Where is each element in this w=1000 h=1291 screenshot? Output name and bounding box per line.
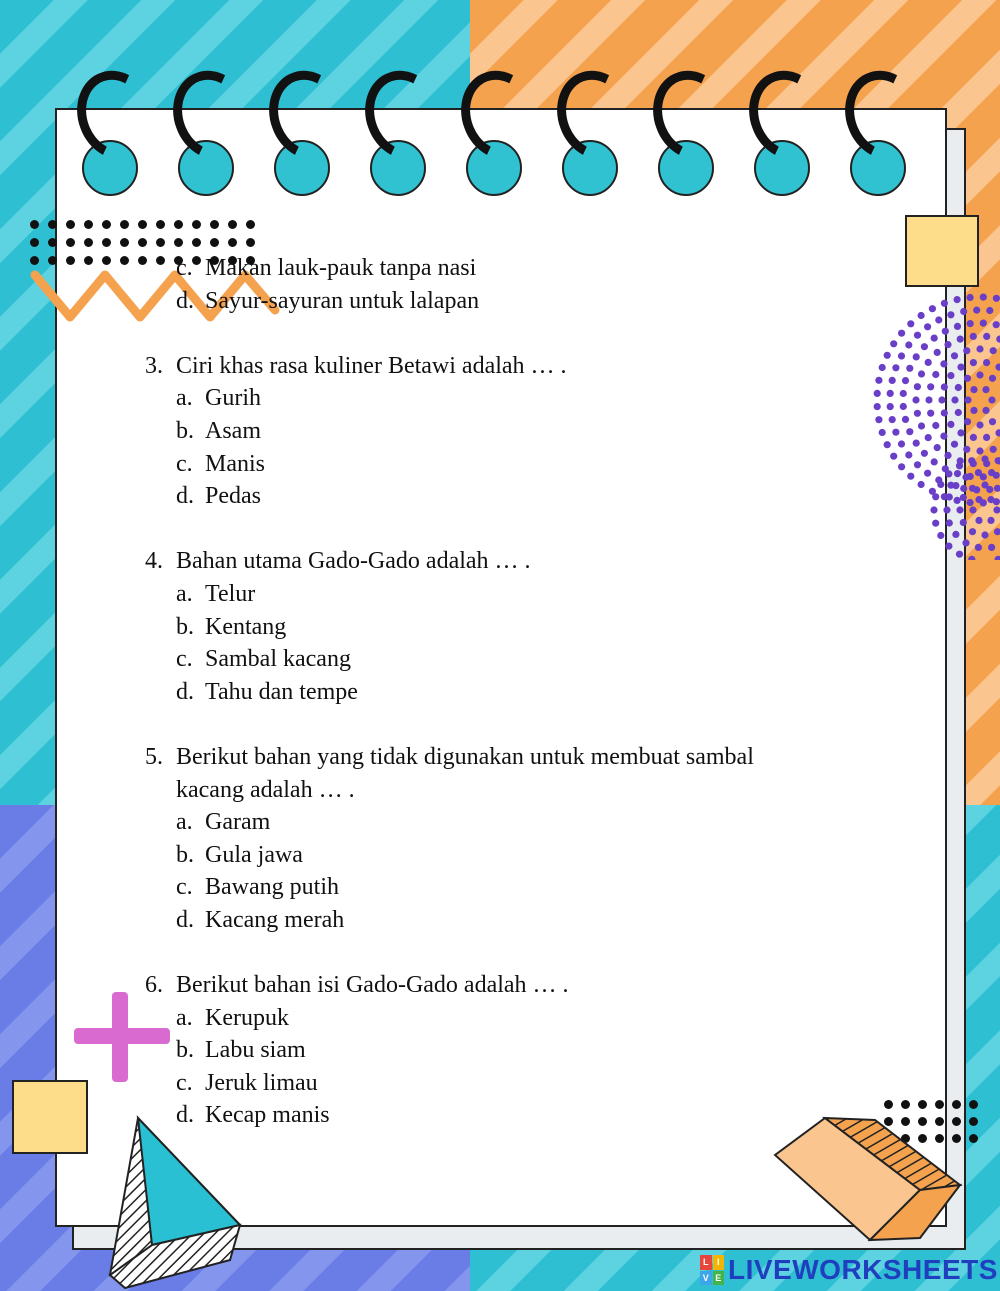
purple-dot: [938, 396, 945, 403]
purple-dot: [932, 422, 939, 429]
question-number: 3.: [145, 352, 163, 379]
purple-dot: [902, 416, 909, 423]
purple-dot: [993, 295, 1000, 302]
purple-dot: [927, 410, 934, 417]
logo-letter: E: [713, 1271, 725, 1286]
option-text: Sambal kacang: [205, 646, 351, 673]
purple-dot: [906, 428, 913, 435]
dot: [120, 220, 129, 229]
purple-dot: [951, 352, 958, 359]
purple-dot: [947, 311, 954, 318]
option-item: [145, 1002, 885, 1035]
purple-dot: [996, 336, 1000, 343]
purple-dot: [941, 300, 948, 307]
option-item: [145, 611, 885, 644]
dot: [48, 238, 57, 247]
option-item: [145, 382, 885, 415]
purple-dot: [964, 396, 971, 403]
option-letter: a.: [176, 385, 193, 412]
purple-dot: [962, 539, 969, 546]
purple-dot: [914, 410, 921, 417]
purple-dot: [986, 307, 993, 314]
purple-dot: [976, 421, 983, 428]
purple-dot: [990, 446, 997, 453]
dot: [102, 220, 111, 229]
purple-dot: [995, 556, 1000, 560]
option-letter: b.: [176, 613, 194, 640]
option-text: Kacang merah: [205, 906, 345, 933]
purple-dot: [956, 506, 963, 513]
previous-question-options: [145, 252, 885, 317]
purple-dot: [955, 384, 962, 391]
dot: [969, 1100, 978, 1109]
purple-dot: [995, 457, 1000, 464]
purple-dot: [995, 429, 1000, 436]
dot: [192, 238, 201, 247]
option-item: [145, 448, 885, 481]
purple-dot: [994, 528, 1000, 535]
dot: [918, 1100, 927, 1109]
purple-dot: [934, 444, 941, 451]
purple-dot: [925, 396, 932, 403]
dot: [120, 238, 129, 247]
purple-dot: [983, 359, 990, 366]
question-text: Berikut bahan yang tidak digunakan untuk membuat sambal: [176, 743, 754, 770]
purple-dot: [967, 294, 974, 301]
dot: [66, 238, 75, 247]
option-text: Jeruk limau: [205, 1069, 318, 1096]
purple-dot: [944, 452, 951, 459]
purple-dot: [925, 434, 932, 441]
purple-dot: [957, 336, 964, 343]
purple-dot: [914, 383, 921, 390]
option-letter: c.: [176, 874, 193, 901]
purple-dot: [921, 343, 928, 350]
dot: [156, 220, 165, 229]
dot: [210, 220, 219, 229]
purple-dot: [968, 556, 975, 560]
question-number: 4.: [145, 548, 163, 575]
purple-dot: [967, 320, 974, 327]
purple-dot: [954, 470, 961, 477]
purple-dot: [924, 470, 931, 477]
purple-dot: [952, 531, 959, 538]
logo-icon: [700, 1255, 724, 1285]
purple-dot: [947, 421, 954, 428]
question-text-line: [145, 969, 885, 1002]
question-text: Bahan utama Gado-Gado adalah … .: [176, 548, 531, 575]
orange-block-decoration: [770, 1110, 970, 1260]
option-item: [145, 415, 885, 448]
option-letter: c.: [176, 450, 193, 477]
dot: [138, 220, 147, 229]
purple-dot: [918, 370, 925, 377]
option-text: Labu siam: [205, 1037, 306, 1064]
purple-dot: [932, 493, 939, 500]
purple-dot: [918, 312, 925, 319]
option-item: [145, 839, 885, 872]
option-item: [145, 676, 885, 709]
purple-dot: [907, 473, 914, 480]
yellow-square-decoration-bottom: [12, 1080, 88, 1154]
option-letter: d.: [176, 906, 194, 933]
spacer: [145, 708, 885, 741]
option-item: [145, 285, 885, 318]
purple-dot: [889, 377, 896, 384]
logo-letter: V: [700, 1271, 712, 1286]
logo-letter: I: [713, 1255, 725, 1270]
purple-dot: [914, 461, 921, 468]
option-letter: c.: [176, 255, 193, 281]
option-text: Gurih: [205, 385, 261, 412]
purple-dot: [970, 359, 977, 366]
question-number: 5.: [145, 743, 163, 770]
dot: [30, 220, 39, 229]
purple-dot: [931, 458, 938, 465]
option-text: Kecap manis: [205, 1102, 330, 1129]
purple-dot: [981, 481, 988, 488]
purple-dot: [960, 485, 967, 492]
purple-dot: [981, 455, 988, 462]
dot: [210, 238, 219, 247]
purple-dot: [944, 341, 951, 348]
question-text: Ciri khas rasa kuliner Betawi adalah … .: [176, 352, 567, 379]
purple-dot: [924, 323, 931, 330]
dot: [935, 1100, 944, 1109]
purple-dot: [970, 333, 977, 340]
purple-dot: [976, 371, 983, 378]
purple-dot: [954, 497, 961, 504]
purple-dot: [956, 551, 963, 558]
purple-dot: [973, 307, 980, 314]
purple-dot: [962, 474, 969, 481]
purple-dot: [983, 333, 990, 340]
dot: [174, 238, 183, 247]
purple-dot: [925, 359, 932, 366]
question-text-line: [145, 350, 885, 383]
purple-dot: [890, 340, 897, 347]
purple-dot: [898, 352, 905, 359]
option-text: Bawang putih: [205, 874, 339, 901]
option-item: [145, 1034, 885, 1067]
purple-dot: [976, 345, 983, 352]
dot: [156, 238, 165, 247]
question-number: 6.: [145, 972, 163, 999]
purple-dot: [975, 469, 982, 476]
dot: [174, 220, 183, 229]
purple-dot: [951, 396, 958, 403]
purple-dot: [955, 409, 962, 416]
purple-dot: [898, 440, 905, 447]
purple-dot: [960, 519, 967, 526]
purple-dot: [983, 434, 990, 441]
purple-dot: [975, 517, 982, 524]
dot: [84, 220, 93, 229]
purple-dot: [954, 296, 961, 303]
purple-dot: [994, 485, 1000, 492]
purple-dot: [940, 433, 947, 440]
purple-dot: [907, 320, 914, 327]
purple-dot: [930, 506, 937, 513]
purple-dot: [946, 519, 953, 526]
option-letter: d.: [176, 287, 194, 314]
option-text: Tahu dan tempe: [205, 678, 358, 705]
option-text: Pedas: [205, 483, 261, 510]
purple-dot: [968, 457, 975, 464]
question-text: kacang adalah … .: [176, 776, 355, 803]
purple-dot: [900, 403, 907, 410]
purple-dot: [988, 469, 995, 476]
purple-dot: [906, 365, 913, 372]
option-letter: d.: [176, 483, 194, 510]
purple-dot: [889, 416, 896, 423]
purple-dot: [892, 364, 899, 371]
purple-dot: [957, 429, 964, 436]
dot: [66, 220, 75, 229]
purple-dot: [892, 429, 899, 436]
purple-dot: [964, 375, 971, 382]
purple-dot: [921, 450, 928, 457]
option-item: [145, 1099, 885, 1132]
purple-dot: [981, 531, 988, 538]
purple-dot: [982, 386, 989, 393]
option-text: Asam: [205, 417, 261, 444]
option-letter: c.: [176, 1069, 193, 1096]
purple-dot: [914, 332, 921, 339]
question-block: [145, 350, 885, 513]
purple-dot: [956, 462, 963, 469]
option-letter: a.: [176, 580, 193, 607]
triangle-prism-decoration: [100, 1110, 250, 1290]
purple-dot: [969, 528, 976, 535]
option-letter: b.: [176, 1037, 194, 1064]
question-text: Berikut bahan isi Gado-Gado adalah … .: [176, 972, 569, 999]
option-item: [145, 643, 885, 676]
option-text: Kentang: [205, 613, 287, 640]
question-list: [145, 317, 885, 1132]
purple-dot: [989, 418, 996, 425]
purple-dot: [940, 360, 947, 367]
purple-dot: [913, 440, 920, 447]
option-item: [145, 252, 885, 285]
purple-dot: [987, 496, 994, 503]
purple-dot: [931, 335, 938, 342]
question-block: [145, 969, 885, 1132]
dot: [102, 238, 111, 247]
purple-dot: [980, 294, 987, 301]
option-letter: c.: [176, 646, 193, 673]
purple-dot: [935, 316, 942, 323]
dot: [969, 1134, 978, 1143]
purple-dot: [898, 463, 905, 470]
purple-dot: [993, 506, 1000, 513]
question-text-line: [145, 741, 885, 774]
purple-dot: [918, 422, 925, 429]
purple-dot: [954, 323, 961, 330]
purple-dot: [898, 330, 905, 337]
purple-dot: [982, 407, 989, 414]
purple-dot: [952, 482, 959, 489]
purple-dot: [976, 447, 983, 454]
purple-dot: [969, 506, 976, 513]
dot: [952, 1100, 961, 1109]
dot: [228, 220, 237, 229]
option-letter: d.: [176, 1102, 194, 1129]
purple-dot: [947, 372, 954, 379]
option-item: [145, 578, 885, 611]
option-item: [145, 904, 885, 937]
logo-letter: L: [700, 1255, 712, 1270]
option-letter: a.: [176, 809, 193, 836]
option-item: [145, 806, 885, 839]
purple-dot: [988, 544, 995, 551]
question-number: [145, 774, 176, 807]
liveworksheets-logo[interactable]: [700, 1254, 998, 1286]
purple-dot: [993, 321, 1000, 328]
question-block: [145, 741, 885, 937]
purple-dot: [960, 494, 967, 501]
purple-dot: [970, 434, 977, 441]
option-letter: d.: [176, 678, 194, 705]
dot: [246, 220, 255, 229]
purple-dot: [989, 375, 996, 382]
purple-dot: [975, 544, 982, 551]
dot: [192, 220, 201, 229]
purple-dot: [932, 520, 939, 527]
yellow-square-decoration: [905, 215, 979, 287]
purple-dot: [887, 390, 894, 397]
dot: [228, 238, 237, 247]
option-text: Telur: [205, 580, 256, 607]
dot: [138, 238, 147, 247]
dot: [901, 1100, 910, 1109]
option-item: [145, 480, 885, 513]
purple-dot: [937, 532, 944, 539]
purple-dot: [902, 377, 909, 384]
option-letter: a.: [176, 1004, 193, 1031]
purple-dot: [934, 349, 941, 356]
purple-dot: [946, 493, 953, 500]
option-letter: b.: [176, 841, 194, 868]
purple-dot: [887, 403, 894, 410]
purple-dot: [988, 396, 995, 403]
purple-dot: [912, 396, 919, 403]
purple-dot: [900, 390, 907, 397]
dot: [30, 238, 39, 247]
spacer: [145, 317, 885, 350]
worksheet-content: [145, 252, 885, 1132]
purple-dot: [964, 418, 971, 425]
purple-dot: [918, 481, 925, 488]
purple-dot: [905, 451, 912, 458]
purple-dot: [890, 453, 897, 460]
purple-dot: [963, 446, 970, 453]
dot: [48, 220, 57, 229]
option-text: Manis: [205, 450, 265, 477]
purple-dot: [929, 305, 936, 312]
option-item: [145, 1067, 885, 1100]
purple-dot: [941, 409, 948, 416]
option-text: Garam: [205, 809, 271, 836]
dot: [84, 238, 93, 247]
purple-dot: [963, 347, 970, 354]
purple-dot: [941, 383, 948, 390]
option-text: Kerupuk: [205, 1004, 289, 1031]
dot: [246, 238, 255, 247]
question-text-line: [145, 545, 885, 578]
purple-dot: [960, 308, 967, 315]
purple-dot: [905, 341, 912, 348]
purple-dot: [945, 543, 952, 550]
purple-dot: [969, 485, 976, 492]
question-text-line: [145, 774, 885, 807]
purple-dot: [957, 364, 964, 371]
purple-dot: [945, 470, 952, 477]
dot: [969, 1117, 978, 1126]
spacer: [145, 936, 885, 969]
option-text: Gula jawa: [205, 841, 303, 868]
logo-text: LIVEWORKSHEETS: [728, 1254, 998, 1285]
option-letter: b.: [176, 417, 194, 444]
purple-dot: [951, 441, 958, 448]
purple-dot: [943, 506, 950, 513]
purple-dot: [975, 496, 982, 503]
purple-dot: [970, 407, 977, 414]
purple-dot: [970, 386, 977, 393]
purple-dot: [995, 364, 1000, 371]
purple-dot: [913, 353, 920, 360]
option-item: [145, 871, 885, 904]
option-text: Makan lauk-pauk tanpa nasi: [205, 255, 477, 281]
purple-dot: [980, 320, 987, 327]
purple-dot: [927, 383, 934, 390]
purple-dot: [937, 481, 944, 488]
purple-dot: [967, 499, 974, 506]
purple-dot: [942, 328, 949, 335]
purple-dot: [932, 371, 939, 378]
spacer: [145, 513, 885, 546]
option-text: Sayur-sayuran untuk lalapan: [205, 287, 480, 314]
question-block: [145, 545, 885, 708]
purple-dot: [990, 347, 997, 354]
dot: [884, 1100, 893, 1109]
purple-dot: [987, 517, 994, 524]
